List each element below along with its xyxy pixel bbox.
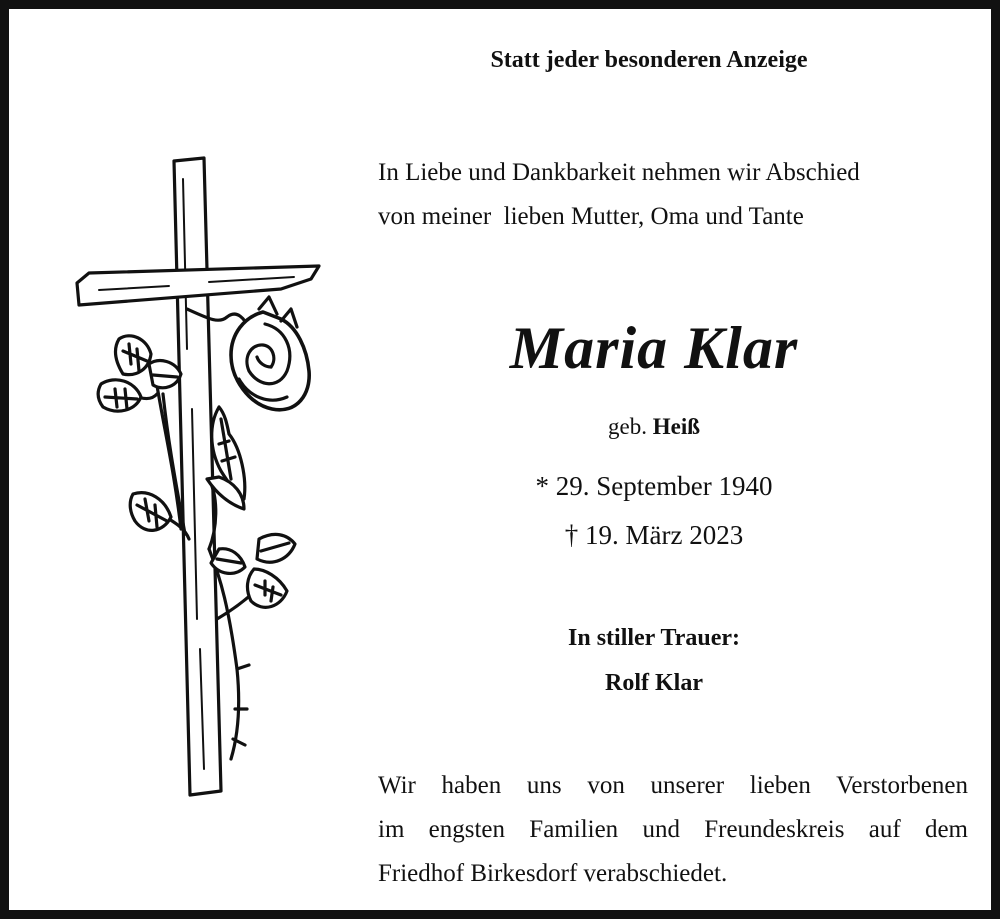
birth-name-line	[389, 414, 919, 440]
footer-line: im engsten Familien und Freundeskreis auf dem	[378, 816, 968, 843]
footer-line: Wir haben uns von unserer lieben Verstorbenen	[378, 772, 968, 799]
death-date: † 19. März 2023	[564, 520, 744, 550]
mourners-heading: In stiller Trauer:	[568, 625, 740, 651]
footer-text	[378, 764, 968, 896]
birth-name-prefix: geb.	[608, 414, 647, 439]
notice-header: Statt jeder besonderen Anzeige	[490, 47, 808, 73]
mourners-block	[389, 616, 919, 706]
intro-text	[378, 151, 978, 239]
birth-name: Heiß	[652, 414, 700, 439]
footer-line: Friedhof Birkesdorf verabschiedet.	[378, 860, 728, 887]
intro-line: von meiner lieben Mutter, Oma und Tante	[378, 203, 804, 230]
life-dates	[389, 462, 919, 560]
cross-with-roses-icon	[59, 149, 329, 809]
birth-date: * 29. September 1940	[535, 471, 773, 501]
intro-line: In Liebe und Dankbarkeit nehmen wir Abschied	[378, 159, 860, 186]
deceased-name: Maria Klar	[509, 315, 799, 381]
mourner-name: Rolf Klar	[605, 670, 703, 696]
